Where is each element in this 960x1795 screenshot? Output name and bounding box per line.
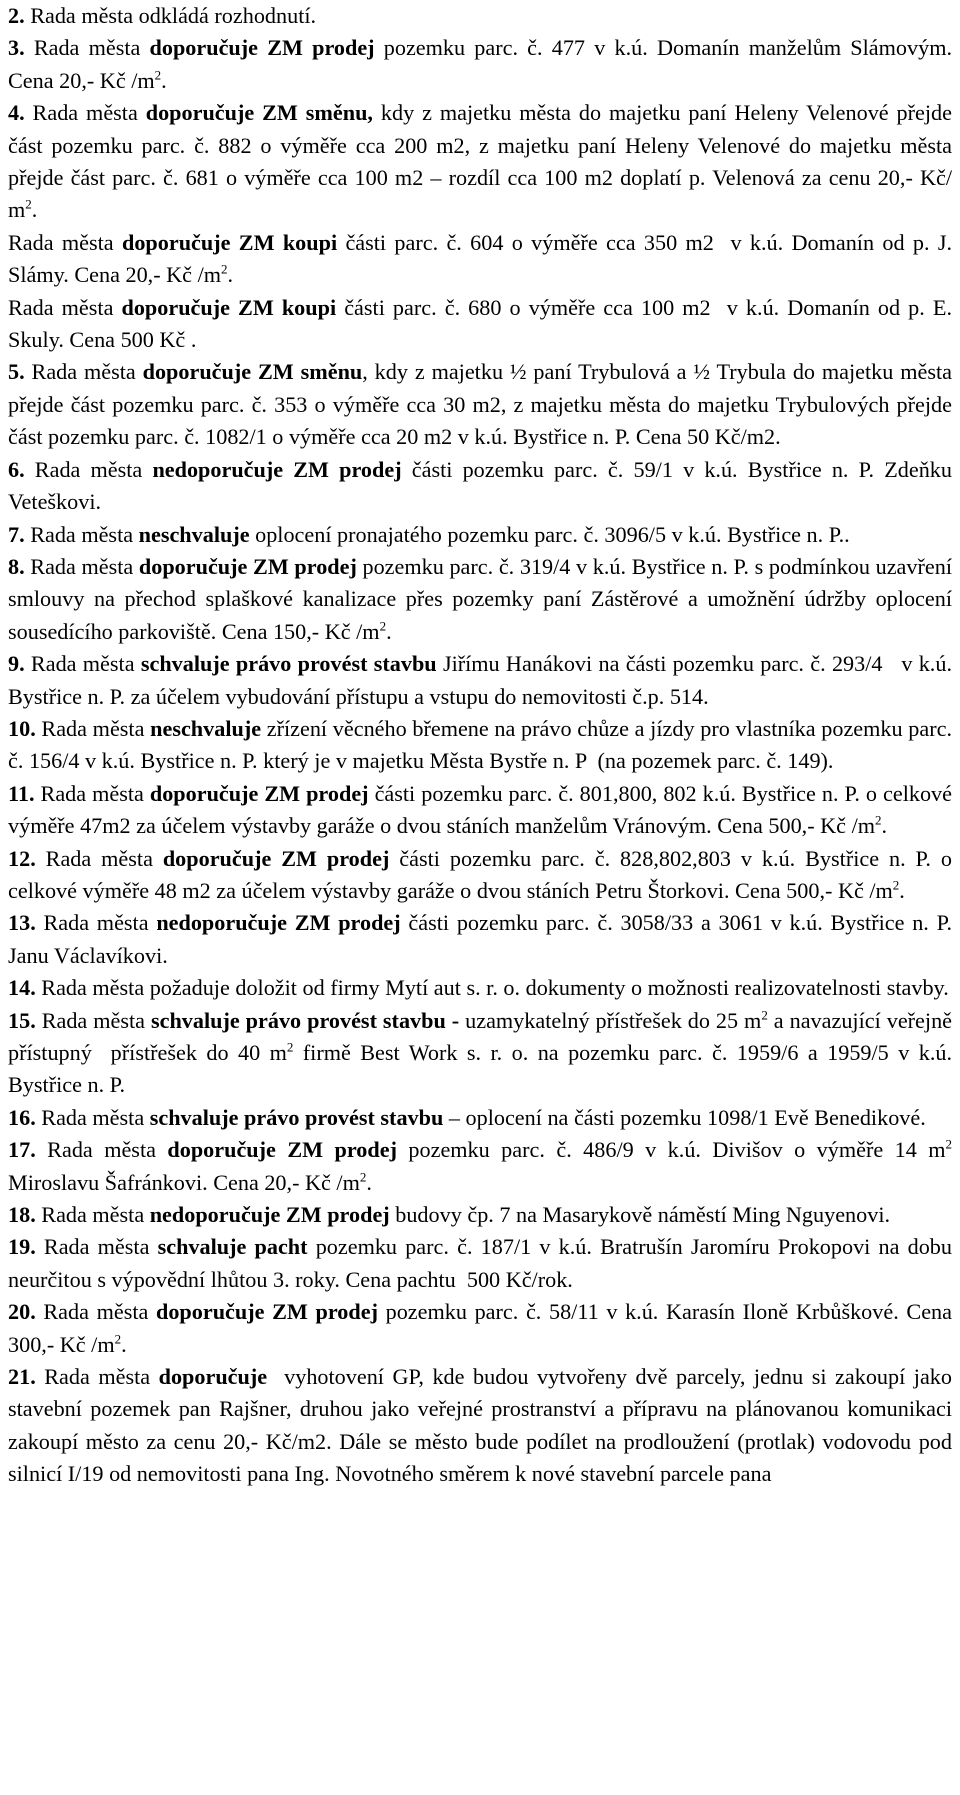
bold-text: 8. bbox=[8, 553, 25, 579]
bold-text: 18. bbox=[8, 1202, 36, 1228]
text: Rada města bbox=[35, 1202, 150, 1228]
resolution-item-11 bbox=[8, 778, 958, 843]
text: Rada města bbox=[8, 229, 122, 255]
resolution-item-4b bbox=[8, 227, 958, 292]
text: Rada města bbox=[24, 553, 139, 579]
resolution-item-16 bbox=[8, 1102, 952, 1134]
bold-text: doporučuje ZM prodej bbox=[149, 35, 375, 61]
text: Jiřímu Hanákovi na části pozemku parc. č. 293/4 v k.ú. Bystřice n. P. za účelem vybudování přístupu a vstupu do nemovitosti č.p. 514. bbox=[8, 651, 958, 709]
bold-text: 17. bbox=[8, 1137, 36, 1163]
text: Rada města bbox=[35, 1137, 168, 1163]
text: . bbox=[899, 877, 905, 903]
resolution-item-12 bbox=[8, 843, 958, 908]
resolution-item-7 bbox=[8, 519, 952, 551]
resolution-item-20 bbox=[8, 1296, 958, 1361]
superscript: 2 bbox=[761, 1007, 768, 1023]
bold-text: 20. bbox=[8, 1299, 36, 1325]
text: . bbox=[386, 618, 392, 644]
resolution-item-13 bbox=[8, 907, 958, 972]
bold-text: schvaluje právo provést stavbu bbox=[140, 651, 437, 677]
text: a navazující veřejně přístupný přístřešek do 40 m bbox=[8, 1007, 958, 1065]
bold-text: 21. bbox=[8, 1364, 36, 1390]
bold-text: nedoporučuje ZM prodej bbox=[152, 456, 402, 482]
text: . bbox=[881, 813, 888, 839]
text: pozemku parc. č. 477 v k.ú. Domanín manželům Slámovým. Cena 20,- Kč /m bbox=[8, 35, 958, 93]
bold-text: doporučuje ZM koupi bbox=[121, 229, 338, 255]
text: Rada města bbox=[24, 456, 153, 482]
superscript: 2 bbox=[875, 812, 882, 828]
resolution-item-19 bbox=[8, 1231, 958, 1296]
text: Rada města odkládá rozhodnutí. bbox=[24, 3, 317, 28]
superscript: 2 bbox=[25, 197, 32, 213]
text: Rada města bbox=[24, 359, 143, 385]
bold-text: 10. bbox=[8, 715, 36, 741]
bold-text: doporučuje ZM směnu, bbox=[145, 100, 373, 126]
text: firmě Best Work s. r. o. na pozemku parc. č. 1959/6 a 1959/5 v k.ú. Bystřice n. P. bbox=[8, 1040, 958, 1098]
text: Rada města bbox=[35, 845, 163, 871]
bold-text: schvaluje pacht bbox=[157, 1234, 308, 1260]
bold-text: 5. bbox=[8, 359, 25, 385]
resolution-item-5 bbox=[8, 356, 958, 453]
resolution-item-15 bbox=[8, 1005, 958, 1102]
resolution-item-17 bbox=[8, 1134, 958, 1199]
bold-text: doporučuje ZM koupi bbox=[121, 294, 337, 320]
bold-text: doporučuje bbox=[158, 1364, 268, 1390]
bold-text: schvaluje právo provést stavbu - bbox=[150, 1007, 460, 1033]
text: oplocení pronajatého pozemku parc. č. 3096/5 v k.ú. Bystřice n. P.. bbox=[249, 521, 850, 547]
text: Rada města bbox=[35, 1104, 150, 1130]
text: Rada města bbox=[35, 1234, 158, 1260]
bold-text: 6. bbox=[8, 456, 25, 482]
bold-text: doporučuje ZM prodej bbox=[156, 1299, 378, 1325]
text: části parc. č. 680 o výměře cca 100 m2 v k.ú. Domanín od p. E. Skuly. Cena 500 Kč . bbox=[8, 294, 958, 353]
text: části pozemku parc. č. 3058/33 a 3061 v k.ú. Bystřice n. P. Janu Václavíkovi. bbox=[8, 910, 958, 968]
text: Rada města bbox=[24, 521, 139, 547]
text: Rada města bbox=[35, 1299, 156, 1325]
resolution-item-6 bbox=[8, 454, 958, 519]
text: kdy z majetku města do majetku paní Heleny Velenové přejde část pozemku parc. č. 882 o výměře cca 200 m2, z majetku paní Heleny Velenové do majetku města přejde část parc. č. 681 o výměře cca 100 m2 – rozdíl cca 100 m2 doplatí p. Velenová za cenu 20,- Kč/ m bbox=[8, 100, 958, 223]
superscript: 2 bbox=[286, 1039, 294, 1055]
text: Miroslavu Šafránkovi. Cena 20,- Kč /m bbox=[8, 1137, 958, 1195]
resolution-item-8 bbox=[8, 551, 958, 648]
text: uzamykatelný přístřešek do 25 m bbox=[459, 1007, 762, 1033]
bold-text: 15. bbox=[8, 1007, 36, 1033]
bold-text: 7. bbox=[8, 521, 25, 547]
resolution-item-4a bbox=[8, 97, 958, 227]
text: zřízení věcného břemene na právo chůze a jízdy pro vlastníka pozemku parc. č. 156/4 v k.ú. Bystřice n. P. který je v majetku Města Bystře n. P (na pozemek parc. č. 149). bbox=[8, 715, 958, 774]
text: Rada města bbox=[24, 651, 141, 677]
resolution-item-18 bbox=[8, 1199, 952, 1231]
bold-text: doporučuje ZM prodej bbox=[138, 553, 357, 579]
text: Rada města bbox=[34, 780, 150, 806]
superscript: 2 bbox=[114, 1331, 122, 1347]
superscript: 2 bbox=[221, 261, 228, 277]
text: , kdy z majetku ½ paní Trybulová a ½ Trybula do majetku města přejde část pozemku parc. č. 353 o výměře cca 30 m2, z majetku města do majetku Trybulových přejde část pozemku parc. č. 1082/1 o výměře cca 20 m2 v k.ú. Bystřice n. P. Cena 50 Kč/m2. bbox=[8, 359, 958, 450]
text: Rada města bbox=[35, 715, 151, 741]
bold-text: 2. bbox=[8, 3, 25, 28]
resolution-item-4c bbox=[8, 292, 958, 357]
bold-text: 12. bbox=[8, 845, 36, 871]
text: . bbox=[31, 197, 38, 223]
superscript: 2 bbox=[945, 1136, 953, 1152]
text: části pozemku parc. č. 828,802,803 v k.ú. Bystřice n. P. o celkové výměře 48 m2 za účelem výstavby garáže o dvou stáních Petru Štorkovi. Cena 500,- Kč /m bbox=[8, 845, 958, 903]
text: . bbox=[227, 262, 234, 288]
text: části parc. č. 604 o výměře cca 350 m2 v k.ú. Domanín od p. J. Slámy. Cena 20,- Kč /m bbox=[8, 229, 958, 288]
superscript: 2 bbox=[379, 618, 387, 634]
bold-text: doporučuje ZM prodej bbox=[162, 845, 390, 871]
resolution-item-14 bbox=[8, 972, 952, 1004]
resolution-item-10 bbox=[8, 713, 958, 778]
bold-text: 16. bbox=[8, 1104, 36, 1130]
bold-text: 11. bbox=[8, 780, 35, 806]
text: Rada města požaduje doložit od firmy Mytí aut s. r. o. dokumenty o možnosti realizovatelnosti stavby. bbox=[35, 975, 949, 1001]
bold-text: nedoporučuje ZM prodej bbox=[156, 910, 401, 936]
text: pozemku parc. č. 187/1 v k.ú. Bratrušín Jaromíru Prokopovi na dobu neurčitou s výpovědní lhůtou 3. roky. Cena pachtu 500 Kč/rok. bbox=[8, 1234, 958, 1292]
text: Rada města bbox=[35, 1007, 151, 1033]
bold-text: doporučuje ZM prodej bbox=[149, 780, 369, 806]
bold-text: nedoporučuje ZM prodej bbox=[149, 1202, 390, 1228]
bold-text: 13. bbox=[8, 910, 36, 936]
bold-text: 14. bbox=[8, 975, 36, 1001]
text: . bbox=[121, 1331, 127, 1357]
resolution-item-21 bbox=[8, 1361, 958, 1491]
bold-text: neschvaluje bbox=[150, 715, 262, 741]
text: části pozemku parc. č. 59/1 v k.ú. Bystřice n. P. Zdeňku Veteškovi. bbox=[8, 456, 958, 515]
text: Rada města bbox=[24, 100, 146, 126]
bold-text: 19. bbox=[8, 1234, 36, 1260]
text: pozemku parc. č. 486/9 v k.ú. Divišov o výměře 14 m bbox=[396, 1137, 946, 1163]
bold-text: 9. bbox=[8, 651, 25, 677]
resolution-item-2 bbox=[8, 0, 952, 32]
text: Rada města bbox=[35, 1364, 159, 1390]
text: vyhotovení GP, kde budou vytvořeny dvě parcely, jednu si zakoupí jako stavební pozemek pan Rajšner, druhou jako veřejné prostranství a přípravu na plánovanou komunikaci zakoupí město za cenu 20,- Kč/m2. Dále se město bude podílet na prodloužení (protlak) vodovodu pod silnicí I/19 od nemovitosti pana Ing. Novotného směrem k nové stavební parcele pana bbox=[8, 1364, 958, 1487]
text: pozemku parc. č. 58/11 v k.ú. Karasín Iloně Krbůškové. Cena 300,- Kč /m bbox=[8, 1299, 958, 1357]
text: . bbox=[366, 1169, 372, 1195]
superscript: 2 bbox=[154, 67, 162, 83]
text: . bbox=[161, 67, 167, 93]
text: budovy čp. 7 na Masarykově náměstí Ming Nguyenovi. bbox=[389, 1202, 891, 1228]
text: pozemku parc. č. 319/4 v k.ú. Bystřice n. P. s podmínkou uzavření smlouvy na přechod splaškové kanalizace přes pozemky paní Zástěrové a umožnění údržby oplocení sousedícího parkoviště. Cena 150,- Kč /m bbox=[8, 553, 958, 644]
bold-text: doporučuje ZM směnu bbox=[142, 359, 363, 385]
text: části pozemku parc. č. 801,800, 802 k.ú. Bystřice n. P. o celkové výměře 47m2 za účelem výstavby garáže o dvou stáních manželům Vránovým. Cena 500,- Kč /m bbox=[8, 780, 958, 839]
text: Rada města bbox=[35, 910, 157, 936]
resolution-item-3 bbox=[8, 32, 958, 97]
superscript: 2 bbox=[892, 877, 900, 893]
superscript: 2 bbox=[359, 1169, 367, 1185]
bold-text: 4. bbox=[8, 100, 25, 126]
text: Rada města bbox=[8, 294, 122, 320]
bold-text: schvaluje právo provést stavbu bbox=[149, 1104, 444, 1130]
bold-text: 3. bbox=[8, 35, 25, 61]
bold-text: neschvaluje bbox=[138, 521, 250, 547]
text: Rada města bbox=[24, 35, 150, 61]
bold-text: doporučuje ZM prodej bbox=[167, 1137, 397, 1163]
text: – oplocení na části pozemku 1098/1 Evě Benedikové. bbox=[443, 1104, 926, 1130]
resolution-item-9 bbox=[8, 648, 958, 713]
